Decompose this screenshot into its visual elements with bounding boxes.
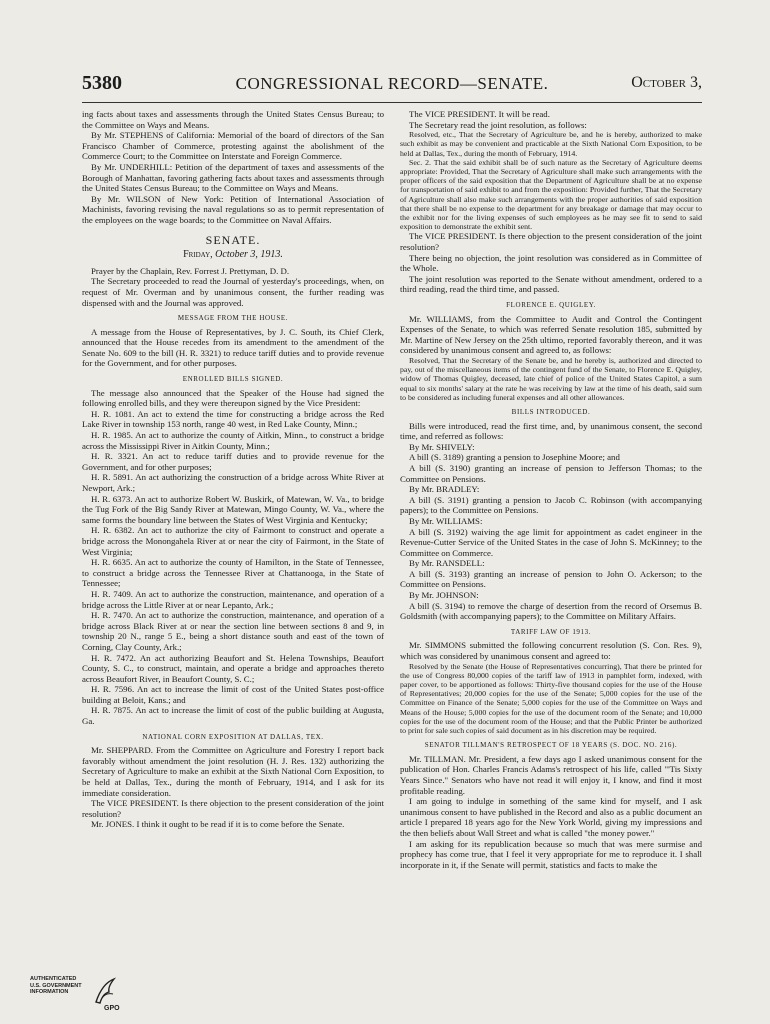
paragraph: The VICE PRESIDENT. Is there objection to the present consideration of the joint resolution? bbox=[400, 231, 702, 253]
section-heading-tariff: TARIFF LAW OF 1913. bbox=[510, 627, 592, 636]
paragraph: H. R. 1081. An act to extend the time for constructing a bridge across the Red Lake River in township 153 north, range 40 west, in Red Lake County, Minn.; bbox=[82, 408, 384, 430]
section-heading-message: MESSAGE FROM THE HOUSE. bbox=[177, 314, 289, 323]
paragraph: A bill (S. 3189) granting a pension to Josephine Moore; and bbox=[409, 452, 620, 463]
paragraph: Mr. JONES. I think it ought to be read if it is to come before the Senate. bbox=[91, 819, 345, 830]
paragraph: There being no objection, the joint resolution was considered as in Committee of the Whole. bbox=[400, 252, 702, 274]
paragraph: The message also announced that the Speaker of the House had signed the following enrolled bills, and they were thereupon signed by the Vice President: bbox=[82, 387, 384, 409]
paragraph: The Secretary read the joint resolution, as follows: bbox=[409, 119, 587, 130]
paragraph: A bill (S. 3190) granting an increase of pension to Jefferson Thomas; to the Committee on Pensions. bbox=[400, 462, 702, 484]
paragraph: H. R. 3321. An act to reduce tariff duties and to provide revenue for the Government, and for other purposes; bbox=[82, 451, 384, 472]
resolution-text: Resolved by the Senate (the House of Representatives concurring), That there be printed for the use of Congress 80,000 copies of the tariff law of 1913 in pamphlet form, indexed, with paper cover, to be apportioned as follows: Thirty-five thousand copies for the use of the House of Representatives; 20,000 copies for the use of the Senate; 5,000 copies for the use of the Committee on Finance of the Senate; 5,000 copies for the use of the Committee on Ways and Means of the House; 5,000 copies for the use of the document room of the Senate; and 10,000 copies for the use of the document room of the House; and that the Public Printer be authorized to print for sale such copies of said document as in his discretion may be required. bbox=[400, 661, 702, 736]
paragraph: Bills were introduced, read the first time, and, by unanimous consent, the second time, and referred as follows: bbox=[400, 420, 702, 442]
eagle-icon bbox=[92, 976, 118, 1006]
page-title: CONGRESSIONAL RECORD—SENATE. bbox=[235, 74, 549, 93]
section-heading-quigley: FLORENCE E. QUIGLEY. bbox=[506, 300, 596, 309]
paragraph: By Mr. RANSDELL: bbox=[409, 558, 485, 569]
page-number: 5380 bbox=[82, 72, 122, 94]
section-heading-bills: BILLS INTRODUCED. bbox=[511, 407, 591, 416]
resolution-text: Resolved, etc., That the Secretary of Agriculture be, and he is hereby, authorized to make such exhibit as may be convenient and practicable at the Sixth National Corn Exposition, to be held at Dallas, Tex., during the month of February, 1914. bbox=[400, 130, 702, 158]
paragraph: H. R. 7596. An act to increase the limit of cost of the United States post-office building at Beloit, Kans.; and bbox=[82, 684, 384, 705]
paragraph: By Mr. JOHNSON: bbox=[409, 590, 479, 601]
paragraph: By Mr. WILLIAMS: bbox=[409, 515, 483, 526]
paragraph: The Secretary proceeded to read the Journal of yesterday's proceedings, when, on request of Mr. Overman and by unanimous consent, the further reading was dispensed with and the Journal was approved. bbox=[82, 276, 384, 308]
paragraph: H. R. 6373. An act to authorize Robert W. Buskirk, of Matewan, W. Va., to bridge the Tug Fork of the Big Sandy River at Matewan, Mingo County, W. Va., where the same forms the boundary line between the States of West Virginia and Kentucky; bbox=[82, 493, 384, 525]
gpo-label: GPO bbox=[104, 1005, 120, 1012]
paragraph: The VICE PRESIDENT. It will be read. bbox=[409, 109, 550, 119]
resolution-text: Sec. 2. That the said exhibit shall be of such nature as the Secretary of Agriculture deems appropriate: Provided, That the Secretary of Agriculture shall make such arrangements with the proper officers of the said exposition that the Department of Agriculture shall be at no expense for transportation of said exhibit to and from the exposition: Provided further, That the Secretary of Agriculture shall also make such arrangements with the proper authorities of said exposition that there shall be no expense to the department for any breakage or damage that may occur to the exhibit nor for the living expenses of such employees as he may see fit to send to said exposition to demonstrate the exhibit sent. bbox=[400, 157, 702, 232]
session-date bbox=[82, 250, 384, 261]
paragraph: A bill (S. 3193) granting an increase of pension to John O. Ackerson; to the Committee on Pensions. bbox=[400, 568, 702, 590]
paragraph: Mr. WILLIAMS, from the Committee to Audit and Control the Contingent Expenses of the Senate, to which was referred Senate resolution 185, submitted by Mr. Martine of New Jersey on the 25th ultimo, reported favorably thereon, and it was considered by unanimous consent and agreed to, as follows: bbox=[400, 313, 702, 356]
paragraph: Prayer by the Chaplain, Rev. Forrest J. Prettyman, D. D. bbox=[91, 265, 290, 276]
logo-text-line: AUTHENTICATED bbox=[30, 976, 77, 982]
session-date-text: October 3, 1913. bbox=[215, 249, 283, 261]
paragraph: A message from the House of Representatives, by J. C. South, its Chief Clerk, announced that the House recedes from its amendment to the amendment of the Senate No. 609 to the bill (H. R. 3321) to reduce tariff duties and to provide revenue for the Government, and for other purposes. bbox=[82, 326, 384, 369]
paragraph: H. R. 7409. An act to authorize the construction, maintenance, and operation of a bridge across the Little River at or near Lepanto, Ark.; bbox=[82, 588, 384, 610]
paragraph: H. R. 6382. An act to authorize the city of Fairmont to construct and operate a bridge across the Monongahela River at or near the city of Fairmont, in the State of West Virginia; bbox=[82, 525, 384, 557]
paragraph: A bill (S. 3194) to remove the charge of desertion from the record of Orsemus B. Goldsmith (with accompanying papers); to the Committee on Military Affairs. bbox=[400, 600, 702, 622]
paragraph: By Mr. STEPHENS of California: Memorial of the board of directors of the San Francisco Chamber of Commerce, protesting against the abolishment of the Commerce Court; to the Committee on Interstate and Foreign Commerce. bbox=[82, 130, 384, 162]
paragraph: The joint resolution was reported to the Senate without amendment, ordered to a third reading, read the third time, and passed. bbox=[400, 273, 702, 295]
logo-text-line: INFORMATION bbox=[30, 989, 69, 995]
senate-heading: SENATE. bbox=[205, 232, 261, 247]
section-heading-corn: NATIONAL CORN EXPOSITION AT DALLAS, TEX. bbox=[142, 732, 324, 741]
paragraph: The VICE PRESIDENT. Is there objection to the present consideration of the joint resolution? bbox=[82, 798, 384, 819]
left-column bbox=[82, 109, 384, 1014]
session-day: Friday, bbox=[183, 249, 213, 261]
gpo-authentication-logo bbox=[30, 976, 120, 1016]
page-header bbox=[82, 72, 702, 98]
logo-text-line: U.S. GOVERNMENT bbox=[30, 982, 82, 989]
section-heading-tillman: SENATOR TILLMAN'S RETROSPECT OF 18 YEARS (S. DOC. NO. 216). bbox=[424, 741, 678, 750]
paragraph: A bill (S. 3192) waiving the age limit for appointment as cadet engineer in the Revenue-Cutter Service of the United States in the case of John S. McKinney; to the Committee on Commerce. bbox=[400, 526, 702, 558]
right-column bbox=[400, 109, 702, 1014]
paragraph: H. R. 7470. An act to authorize the construction, maintenance, and operation of a bridge across Black River at or near the section line between sections 8 and 9, in township 20 N., range 5 E., being a short distance south and east of the town of Corning, Clay County, Ark.; bbox=[82, 610, 384, 652]
paragraph: A bill (S. 3191) granting a pension to Jacob C. Robinson (with accompanying papers); to the Committee on Pensions. bbox=[400, 494, 702, 516]
paragraph: By Mr. WILSON of New York: Petition of International Association of Machinists, favoring revising the naval regulations so as to permit representation of the employees on the wage boards; to the Committee on Naval Affairs. bbox=[82, 193, 384, 225]
paragraph: I am going to indulge in something of the same kind for myself, and I ask unanimous consent to have published in the Record and also as a public document an article I prepared 18 years ago for the New York World, giving my impressions and the then beliefs about Wall Street and what is called "the money power." bbox=[400, 796, 702, 838]
paragraph: H. R. 6635. An act to authorize the county of Hamilton, in the State of Tennessee, to construct a bridge across the Tennessee River at Chattanooga, in the State of Tennessee; bbox=[82, 557, 384, 589]
paragraph: Mr. TILLMAN. Mr. President, a few days ago I asked unanimous consent for the publication of Hon. Charles Francis Adams's retrospect of his life, called "'Tis Sixty Years Since." Senators who have not read it will enjoy it, I know, and find it most profitable reading. bbox=[400, 753, 702, 796]
paragraph: By Mr. BRADLEY: bbox=[409, 484, 480, 495]
paragraph: Mr. SHEPPARD. From the Committee on Agriculture and Forestry I report back favorably without amendment the joint resolution (H. J. Res. 132) authorizing the Secretary of Agriculture to make an exhibit at the Sixth National Corn Exposition, to be held at Dallas, Tex., during the month of February, 1914, and I ask for its immediate consideration. bbox=[82, 745, 384, 798]
paragraph: H. R. 5891. An act authorizing the construction of a bridge across White River at Newport, Ark.; bbox=[82, 472, 384, 493]
paragraph: Mr. SIMMONS submitted the following concurrent resolution (S. Con. Res. 9), which was considered by unanimous consent and agreed to: bbox=[400, 640, 702, 662]
paragraph: I am asking for its republication because so much that was mere surmise and prophecy has come true, that I feel it very appropriate for me to reproduce it. I shall incorporate in it, if the Senate will permit, statistics and facts to make the bbox=[400, 838, 702, 870]
section-heading-enrolled: ENROLLED BILLS SIGNED. bbox=[182, 375, 284, 384]
paragraph: H. R. 7875. An act to increase the limit of cost of the public building at Augusta, Ga. bbox=[82, 705, 384, 727]
paragraph: H. R. 1985. An act to authorize the county of Aitkin, Minn., to construct a bridge across the Mississippi River in Aitkin County, Minn.; bbox=[82, 430, 384, 451]
paragraph: ing facts about taxes and assessments through the United States Census Bureau; to the Committee on Ways and Means. bbox=[82, 109, 384, 130]
paragraph: H. R. 7472. An act authorizing Beaufort and St. Helena Townships, Beaufort County, S. C., to construct, maintain, and operate a bridge and approaches thereto across Beaufort River, in Beaufort County, S. C.; bbox=[82, 652, 384, 684]
resolution-text: Resolved, That the Secretary of the Senate be, and he hereby is, authorized and directed to pay, out of the miscellaneous items of the contingent fund of the Senate, to Florence E. Quigley, widow of Thomas Quigley, deceased, late chief of police of the United States Capitol, a sum equal to six months' salary at the rate he was receiving by law at the time of his death, said sum to be considered as including funeral expenses and all other allowances. bbox=[400, 355, 702, 402]
header-rule bbox=[82, 102, 702, 103]
page-date: October 3, bbox=[631, 74, 702, 91]
paragraph: By Mr. UNDERHILL: Petition of the department of taxes and assessments of the Borough of Manhattan, favoring gathering facts about taxes and assessments through the United States Census Bureau; to the Committee on Ways and Means. bbox=[82, 161, 384, 194]
paragraph: By Mr. SHIVELY: bbox=[409, 441, 475, 452]
